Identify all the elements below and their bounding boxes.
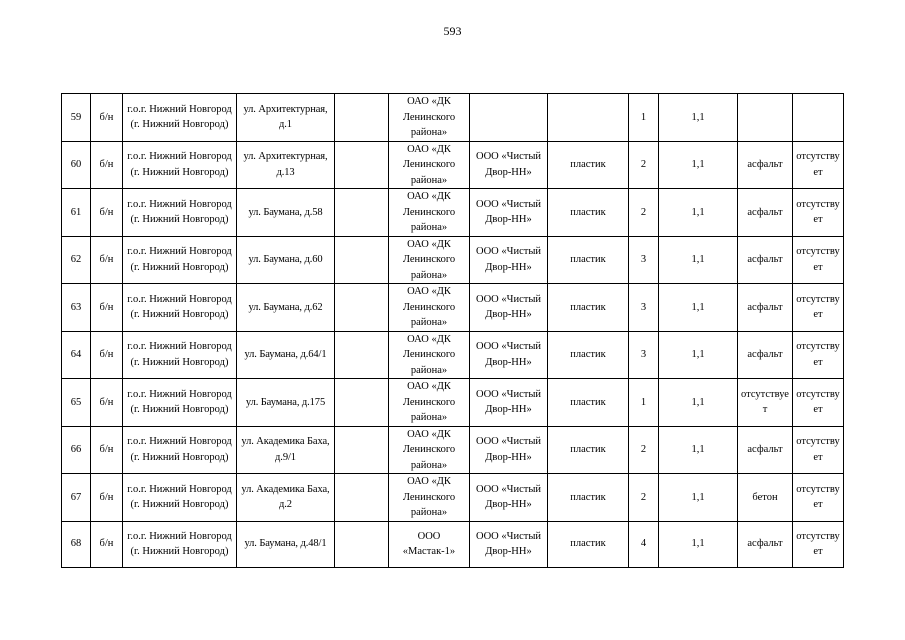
table-row	[62, 521, 844, 567]
cell-count: 2	[629, 426, 659, 474]
cell-material: пластик	[548, 379, 629, 427]
cell-material: пластик	[548, 331, 629, 379]
cell-count: 3	[629, 331, 659, 379]
cell-operator: ООО «Чистый Двор-НН»	[470, 284, 548, 332]
cell-type: б/н	[91, 189, 123, 237]
cell-col5	[335, 94, 389, 142]
cell-num: 63	[62, 284, 91, 332]
cell-type: б/н	[91, 236, 123, 284]
cell-owner: ООО «Мастак-1»	[389, 521, 470, 567]
cell-fence: отсутствует	[793, 189, 844, 237]
cell-surface: асфальт	[738, 284, 793, 332]
cell-operator	[470, 94, 548, 142]
cell-fence	[793, 94, 844, 142]
cell-volume: 1,1	[659, 236, 738, 284]
cell-fence: отсутствует	[793, 379, 844, 427]
cell-volume: 1,1	[659, 521, 738, 567]
cell-surface: асфальт	[738, 189, 793, 237]
cell-settlement: г.о.г. Нижний Новгород (г. Нижний Новгород)	[123, 284, 237, 332]
cell-surface: асфальт	[738, 236, 793, 284]
cell-owner: ОАО «ДК Ленинского района»	[389, 474, 470, 522]
cell-fence: отсутствует	[793, 426, 844, 474]
cell-address: ул. Баумана, д.48/1	[237, 521, 335, 567]
cell-owner: ОАО «ДК Ленинского района»	[389, 94, 470, 142]
cell-type: б/н	[91, 474, 123, 522]
cell-col5	[335, 474, 389, 522]
cell-fence: отсутствует	[793, 236, 844, 284]
cell-surface: асфальт	[738, 141, 793, 189]
cell-type: б/н	[91, 331, 123, 379]
cell-fence: отсутствует	[793, 331, 844, 379]
cell-num: 64	[62, 331, 91, 379]
registry-table	[61, 93, 844, 568]
cell-address: ул. Академика Баха, д.2	[237, 474, 335, 522]
cell-type: б/н	[91, 94, 123, 142]
cell-type: б/н	[91, 426, 123, 474]
cell-operator: ООО «Чистый Двор-НН»	[470, 474, 548, 522]
cell-surface: асфальт	[738, 426, 793, 474]
cell-volume: 1,1	[659, 331, 738, 379]
cell-num: 60	[62, 141, 91, 189]
cell-num: 62	[62, 236, 91, 284]
cell-fence: отсутствует	[793, 284, 844, 332]
cell-settlement: г.о.г. Нижний Новгород (г. Нижний Новгород)	[123, 236, 237, 284]
cell-owner: ОАО «ДК Ленинского района»	[389, 284, 470, 332]
table-row	[62, 331, 844, 379]
page-number: 593	[443, 24, 462, 38]
cell-material	[548, 94, 629, 142]
cell-operator: ООО «Чистый Двор-НН»	[470, 189, 548, 237]
cell-type: б/н	[91, 284, 123, 332]
cell-operator: ООО «Чистый Двор-НН»	[470, 521, 548, 567]
cell-material: пластик	[548, 521, 629, 567]
cell-operator: ООО «Чистый Двор-НН»	[470, 236, 548, 284]
table-row	[62, 284, 844, 332]
table-row	[62, 474, 844, 522]
cell-surface	[738, 94, 793, 142]
cell-settlement: г.о.г. Нижний Новгород (г. Нижний Новгород)	[123, 426, 237, 474]
cell-col5	[335, 141, 389, 189]
cell-col5	[335, 189, 389, 237]
cell-material: пластик	[548, 236, 629, 284]
cell-owner: ОАО «ДК Ленинского района»	[389, 236, 470, 284]
cell-count: 2	[629, 141, 659, 189]
cell-col5	[335, 521, 389, 567]
cell-count: 4	[629, 521, 659, 567]
cell-count: 1	[629, 94, 659, 142]
cell-num: 65	[62, 379, 91, 427]
cell-material: пластик	[548, 284, 629, 332]
cell-address: ул. Баумана, д.175	[237, 379, 335, 427]
table-row	[62, 141, 844, 189]
cell-settlement: г.о.г. Нижний Новгород (г. Нижний Новгород)	[123, 94, 237, 142]
cell-owner: ОАО «ДК Ленинского района»	[389, 331, 470, 379]
cell-col5	[335, 284, 389, 332]
cell-volume: 1,1	[659, 474, 738, 522]
cell-material: пластик	[548, 426, 629, 474]
cell-count: 3	[629, 284, 659, 332]
cell-num: 67	[62, 474, 91, 522]
cell-settlement: г.о.г. Нижний Новгород (г. Нижний Новгород)	[123, 189, 237, 237]
cell-surface: асфальт	[738, 331, 793, 379]
cell-owner: ОАО «ДК Ленинского района»	[389, 379, 470, 427]
cell-volume: 1,1	[659, 284, 738, 332]
cell-material: пластик	[548, 141, 629, 189]
table-row	[62, 379, 844, 427]
cell-fence: отсутствует	[793, 141, 844, 189]
table-row	[62, 94, 844, 142]
cell-volume: 1,1	[659, 141, 738, 189]
cell-address: ул. Академика Баха, д.9/1	[237, 426, 335, 474]
cell-count: 1	[629, 379, 659, 427]
cell-count: 3	[629, 236, 659, 284]
cell-operator: ООО «Чистый Двор-НН»	[470, 426, 548, 474]
cell-fence: отсутствует	[793, 474, 844, 522]
cell-num: 68	[62, 521, 91, 567]
cell-col5	[335, 379, 389, 427]
table-row	[62, 426, 844, 474]
cell-fence: отсутствует	[793, 521, 844, 567]
cell-owner: ОАО «ДК Ленинского района»	[389, 426, 470, 474]
cell-address: ул. Баумана, д.64/1	[237, 331, 335, 379]
cell-owner: ОАО «ДК Ленинского района»	[389, 141, 470, 189]
cell-col5	[335, 426, 389, 474]
cell-num: 59	[62, 94, 91, 142]
cell-material: пластик	[548, 189, 629, 237]
cell-address: ул. Архитектурная, д.1	[237, 94, 335, 142]
cell-settlement: г.о.г. Нижний Новгород (г. Нижний Новгород)	[123, 379, 237, 427]
cell-volume: 1,1	[659, 426, 738, 474]
cell-operator: ООО «Чистый Двор-НН»	[470, 379, 548, 427]
cell-count: 2	[629, 189, 659, 237]
table-row	[62, 189, 844, 237]
cell-settlement: г.о.г. Нижний Новгород (г. Нижний Новгород)	[123, 521, 237, 567]
cell-settlement: г.о.г. Нижний Новгород (г. Нижний Новгород)	[123, 331, 237, 379]
cell-type: б/н	[91, 379, 123, 427]
cell-col5	[335, 331, 389, 379]
cell-owner: ОАО «ДК Ленинского района»	[389, 189, 470, 237]
cell-material: пластик	[548, 474, 629, 522]
cell-address: ул. Баумана, д.58	[237, 189, 335, 237]
cell-volume: 1,1	[659, 94, 738, 142]
cell-surface: бетон	[738, 474, 793, 522]
cell-operator: ООО «Чистый Двор-НН»	[470, 141, 548, 189]
cell-address: ул. Баумана, д.62	[237, 284, 335, 332]
cell-settlement: г.о.г. Нижний Новгород (г. Нижний Новгород)	[123, 141, 237, 189]
cell-col5	[335, 236, 389, 284]
cell-volume: 1,1	[659, 379, 738, 427]
cell-type: б/н	[91, 521, 123, 567]
cell-volume: 1,1	[659, 189, 738, 237]
cell-surface: асфальт	[738, 521, 793, 567]
cell-settlement: г.о.г. Нижний Новгород (г. Нижний Новгород)	[123, 474, 237, 522]
cell-type: б/н	[91, 141, 123, 189]
cell-address: ул. Баумана, д.60	[237, 236, 335, 284]
cell-num: 61	[62, 189, 91, 237]
cell-num: 66	[62, 426, 91, 474]
cell-count: 2	[629, 474, 659, 522]
registry-body	[62, 94, 844, 568]
cell-operator: ООО «Чистый Двор-НН»	[470, 331, 548, 379]
cell-address: ул. Архитектурная, д.13	[237, 141, 335, 189]
cell-surface: отсутствует	[738, 379, 793, 427]
table-row	[62, 236, 844, 284]
